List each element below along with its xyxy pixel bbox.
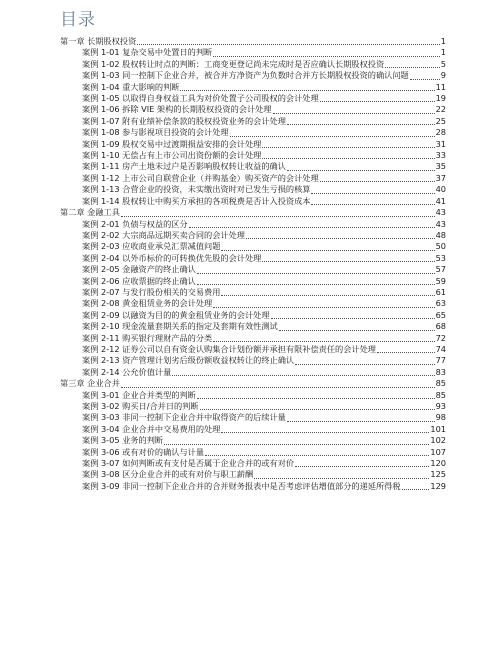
dot-leader: [164, 444, 429, 445]
dot-leader: [213, 307, 434, 308]
toc-page-number: 43: [435, 207, 446, 218]
dot-leader: [320, 101, 435, 102]
toc-case-entry[interactable]: [60, 253, 446, 264]
toc-entry-text: 案例 1-08 参与影视项目投资的会计处理: [82, 127, 229, 138]
toc-entry-text: 案例 2-09 以融资为目的的黄金租赁业务的会计处理: [82, 309, 270, 320]
dot-leader: [221, 295, 434, 296]
toc-case-entry[interactable]: [60, 241, 446, 252]
dot-leader: [320, 181, 435, 182]
toc-case-entry[interactable]: [60, 150, 446, 161]
dot-leader: [197, 398, 435, 399]
toc-entry-text: 案例 1-02 股权转让时点的判断：工商变更登记尚未完成时是否应确认长期股权投资: [82, 58, 385, 69]
toc-entry-text: 案例 2-05 金融资产的终止确认: [82, 264, 196, 275]
toc-page-number: 9: [440, 70, 446, 81]
toc-case-entry[interactable]: [60, 93, 446, 104]
toc-entry-text: 案例 2-10 现金流量套期关系的指定及套期有效性测试: [82, 321, 278, 332]
toc-page-number: 40: [435, 184, 446, 195]
toc-page-number: 61: [435, 286, 446, 297]
dot-leader: [311, 193, 434, 194]
toc-entry-text: 案例 1-01 复杂交易中处置日的判断: [82, 47, 213, 58]
dot-leader: [197, 284, 435, 285]
toc-entry-text: 案例 1-06 拆除 VIE 架构的长期股权投资的会计处理: [82, 104, 272, 115]
dot-leader: [287, 170, 435, 171]
toc-page-number: 22: [435, 104, 446, 115]
toc-entry-text: 案例 2-08 黄金租赁业务的会计处理: [82, 298, 213, 309]
dot-leader: [295, 466, 429, 467]
toc-entry-text: 案例 2-03 应收商业承兑汇票减值问题: [82, 241, 221, 252]
toc-page-number: 74: [435, 343, 446, 354]
toc-entry-text: 案例 3-02 购买日/合并日的判断: [82, 401, 199, 411]
toc-page-number: 53: [435, 252, 446, 263]
toc-page-number: 107: [430, 446, 446, 457]
toc-entry-text: 案例 1-11 房产土地未过户是否影响股权转让收益的确认: [82, 161, 286, 172]
toc-entry-text: 案例 2-14 公允价值计量: [82, 366, 172, 377]
dot-leader: [213, 56, 440, 57]
toc-chapter-entry[interactable]: [60, 36, 446, 47]
dot-leader: [221, 250, 434, 251]
toc-page-number: 83: [435, 366, 446, 377]
dot-leader: [311, 204, 434, 205]
toc-case-entry[interactable]: [60, 196, 446, 207]
toc-case-entry[interactable]: [60, 333, 446, 344]
toc-page-number: 68: [435, 321, 446, 332]
toc-case-entry[interactable]: [60, 276, 446, 287]
toc-entry-text: 案例 3-09 非同一控制下企业合并的合并财务报表中是否考虑评估增值部分的递延所得税: [82, 480, 401, 491]
toc-page-number: 50: [435, 241, 446, 252]
toc-case-entry[interactable]: [60, 219, 446, 230]
dot-leader: [254, 478, 429, 479]
toc-entry-text: 案例 1-05 以取得自身权益工具为对价处置子公司股权的会计处理: [82, 93, 319, 104]
toc-entry-text: 案例 3-03 非同一控制下企业合并中取得资产的后续计量: [82, 412, 286, 423]
dot-leader: [262, 147, 434, 148]
dot-leader: [213, 341, 434, 342]
dot-leader: [279, 330, 435, 331]
toc-case-entry[interactable]: [60, 287, 446, 298]
toc-page-number: 1: [440, 47, 446, 58]
toc-case-entry[interactable]: [60, 458, 446, 469]
toc-case-entry[interactable]: [60, 355, 446, 366]
toc-case-entry[interactable]: [60, 447, 446, 458]
toc-case-entry[interactable]: [60, 412, 446, 423]
dot-leader: [121, 387, 435, 388]
toc-case-entry[interactable]: [60, 104, 446, 115]
toc-page-number: 57: [435, 264, 446, 275]
toc-case-entry[interactable]: [60, 161, 446, 172]
toc-entry-text: 案例 2-01 负债与权益的区分: [82, 218, 188, 229]
dot-leader: [121, 216, 435, 217]
toc-entry-text: 案例 3-05 业务的判断: [82, 435, 164, 446]
dot-leader: [197, 273, 435, 274]
toc-entry-text: 案例 1-12 上市公司自联营企业（并购基金）购买资产的会计处理: [82, 172, 319, 183]
toc-case-entry[interactable]: [60, 310, 446, 321]
toc-case-entry[interactable]: [60, 401, 446, 412]
page-title: 目录: [60, 10, 96, 30]
toc-case-entry[interactable]: [60, 82, 446, 93]
toc-page-number: 125: [430, 469, 446, 480]
toc-case-entry[interactable]: [60, 469, 446, 480]
toc-page-number: 63: [435, 298, 446, 309]
dot-leader: [273, 113, 435, 114]
dot-leader: [205, 455, 429, 456]
toc-page-number: 31: [435, 138, 446, 149]
toc-chapter-entry[interactable]: [60, 207, 446, 218]
dot-leader: [377, 352, 435, 353]
toc-entry-text: 案例 1-07 附有业绩补偿条款的股权投资业务的会计处理: [82, 115, 286, 126]
dot-leader: [137, 44, 439, 45]
dot-leader: [200, 409, 435, 410]
dot-leader: [287, 124, 435, 125]
toc-entry-text: 案例 2-12 证券公司以自有资金认购集合计划份额并承担有限补偿责任的会计处理: [82, 343, 376, 354]
dot-leader: [230, 136, 435, 137]
toc-page-number: 85: [435, 389, 446, 400]
toc-entry-text: 案例 2-06 应收票据的终止确认: [82, 275, 196, 286]
toc-case-entry[interactable]: [60, 390, 446, 401]
dot-leader: [180, 90, 434, 91]
toc-entry-text: 案例 1-13 合营企业的投资，未实缴出资时对已发生亏损的核算: [82, 184, 311, 195]
toc-case-entry[interactable]: [60, 367, 446, 378]
toc-case-entry[interactable]: [60, 59, 446, 70]
toc-entry-text: 案例 2-04 以外币标价的可转换优先股的会计处理: [82, 252, 262, 263]
toc-page-number: 41: [435, 195, 446, 206]
toc-case-entry[interactable]: [60, 435, 446, 446]
toc-page-number: 43: [435, 218, 446, 229]
toc-case-entry[interactable]: [60, 424, 446, 435]
toc-entry-text: 案例 2-11 购买银行理财产品的分类: [82, 332, 213, 343]
toc-page-number: 25: [435, 115, 446, 126]
toc-case-entry[interactable]: [60, 127, 446, 138]
dot-leader: [287, 421, 435, 422]
toc-entry-text: 案例 3-01 企业合并类型的判断: [82, 389, 196, 400]
toc-page-number: 85: [435, 378, 446, 389]
toc-chapter-entry[interactable]: [60, 378, 446, 389]
toc-page-number: 120: [430, 458, 446, 469]
toc-entry-text: 第一章 长期股权投资: [60, 36, 137, 46]
dot-leader: [262, 261, 434, 262]
toc-entry-text: 案例 2-07 与发行股份相关的交易费用: [82, 286, 221, 297]
toc-case-entry[interactable]: [60, 47, 446, 58]
toc-entry-text: 第二章 金融工具: [60, 207, 120, 218]
toc-page-number: 5: [440, 58, 446, 69]
toc-entry-text: 案例 2-02 大宗商品远期买卖合同的会计处理: [82, 229, 245, 240]
toc-entry-text: 案例 1-10 无偿占有上市公司出资份额的会计处理: [82, 150, 262, 161]
toc-page-number: 37: [435, 172, 446, 183]
toc-entry-text: 案例 3-06 或有对价的确认与计量: [82, 446, 205, 457]
toc-case-entry[interactable]: [60, 264, 446, 275]
toc-page-number: 19: [435, 93, 446, 104]
toc-page-number: 1: [440, 36, 446, 46]
toc-entry-text: 第三章 企业合并: [60, 378, 120, 389]
toc-entry-text: 案例 3-08 区分企业合并的或有对价与职工薪酬: [82, 469, 254, 480]
toc-case-entry[interactable]: [60, 139, 446, 150]
dot-leader: [410, 79, 440, 80]
toc-case-entry[interactable]: [60, 173, 446, 184]
dot-leader: [295, 364, 434, 365]
toc-case-entry[interactable]: [60, 481, 446, 492]
dot-leader: [385, 67, 440, 68]
toc-page-number: 59: [435, 275, 446, 286]
dot-leader: [189, 227, 435, 228]
dot-leader: [262, 158, 434, 159]
dot-leader: [172, 375, 434, 376]
dot-leader: [221, 432, 429, 433]
toc-case-entry[interactable]: [60, 184, 446, 195]
table-of-contents: [60, 36, 446, 492]
toc-page-number: 72: [435, 332, 446, 343]
toc-page-number: 48: [435, 229, 446, 240]
toc-page-number: 101: [430, 423, 446, 434]
toc-page-number: 35: [435, 161, 446, 172]
toc-page-number: 11: [435, 81, 446, 92]
toc-page-number: 33: [435, 150, 446, 161]
toc-page-number: 93: [435, 401, 446, 411]
toc-entry-text: 案例 3-04 企业合并中交易费用的处理: [82, 423, 221, 434]
dot-leader: [402, 489, 430, 490]
toc-entry-text: 案例 1-14 股权转让中购买方承担的各项税费是否计入投资成本: [82, 195, 311, 206]
toc-page-number: 98: [435, 412, 446, 423]
toc-page-number: 77: [435, 355, 446, 366]
toc-entry-text: 案例 2-13 资产管理计划劣后级份额收益权转让的终止确认: [82, 355, 295, 366]
toc-case-entry[interactable]: [60, 70, 446, 81]
toc-case-entry[interactable]: [60, 298, 446, 309]
toc-page-number: 65: [435, 309, 446, 320]
toc-entry-text: 案例 1-04 重大影响的判断: [82, 81, 180, 92]
dot-leader: [246, 238, 435, 239]
toc-entry-text: 案例 1-03 同一控制下企业合并，被合并方净资产为负数时合并方长期股权投资的确认问题: [82, 70, 409, 81]
toc-entry-text: 案例 1-09 股权交易中过渡期损益安排的会计处理: [82, 138, 262, 149]
toc-page-number: 28: [435, 127, 446, 138]
toc-case-entry[interactable]: [60, 344, 446, 355]
toc-case-entry[interactable]: [60, 230, 446, 241]
toc-page-number: 129: [430, 480, 446, 491]
toc-case-entry[interactable]: [60, 321, 446, 332]
dot-leader: [271, 318, 435, 319]
toc-page-number: 102: [430, 435, 446, 446]
toc-case-entry[interactable]: [60, 116, 446, 127]
toc-entry-text: 案例 3-07 如何判断或有支付是否属于企业合并的或有对价: [82, 458, 295, 469]
